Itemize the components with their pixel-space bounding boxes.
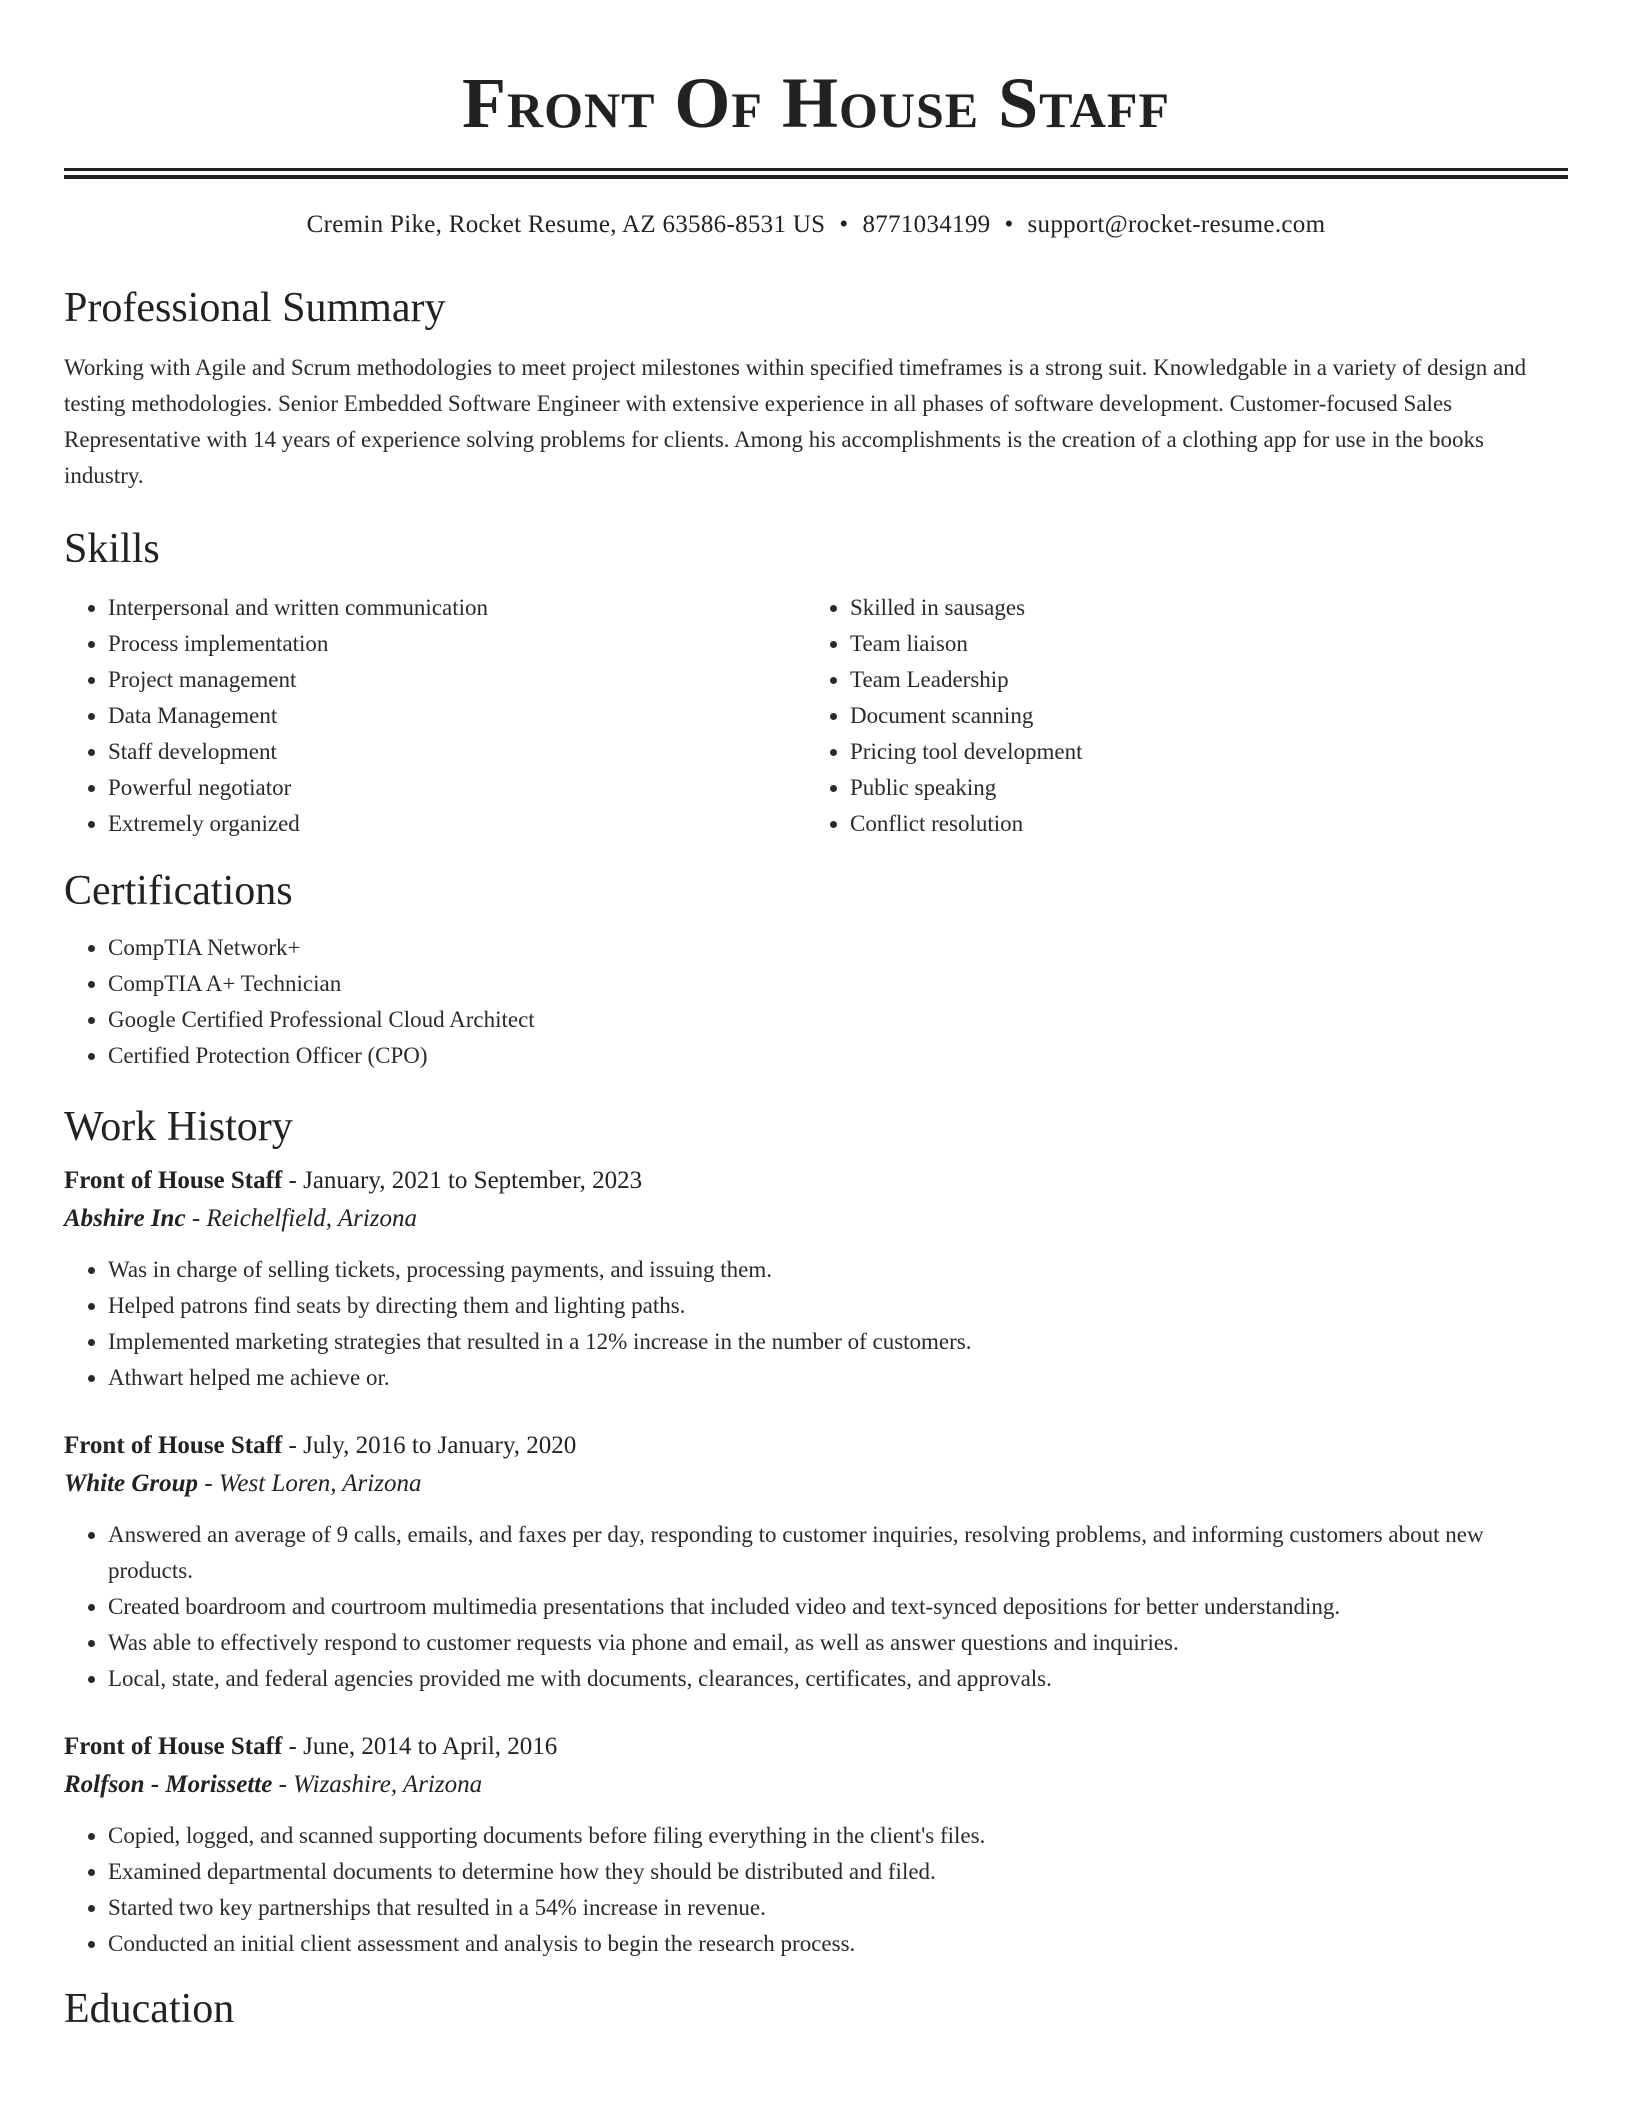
skill-item: • Team Leadership: [850, 662, 1548, 698]
job-duty: • Athwart helped me achieve or.: [108, 1360, 1568, 1396]
job-duty: • Implemented marketing strategies that resulted in a 12% increase in the number of customers.: [108, 1324, 1568, 1360]
certification-item: • Google Certified Professional Cloud Architect: [108, 1002, 1568, 1038]
skill-item: • Extremely organized: [108, 806, 806, 842]
contact-line: [64, 209, 1568, 241]
skill-item: • Team liaison: [850, 626, 1548, 662]
skill-item: • Data Management: [108, 698, 806, 734]
job-dates: - June, 2014 to April, 2016: [282, 1733, 558, 1760]
job-company: Abshire Inc: [64, 1205, 186, 1232]
job-duty: • Started two key partnerships that resulted in a 54% increase in revenue.: [108, 1890, 1568, 1926]
job-entry: [64, 1162, 1568, 1396]
job-role: Front of House Staff: [64, 1167, 283, 1194]
work-history-heading: Work History: [64, 1104, 293, 1150]
skills-list-left: [64, 590, 806, 842]
contact-separator: •: [839, 211, 849, 238]
job-duty: • Was able to effectively respond to customer requests via phone and email, as well as answer questions and inquiries.: [108, 1625, 1568, 1661]
certification-item: • CompTIA A+ Technician: [108, 966, 1568, 1002]
skills-column-left: [64, 590, 806, 842]
job-location: - Wizashire, Arizona: [272, 1771, 483, 1798]
certification-item: • Certified Protection Officer (CPO): [108, 1038, 1568, 1074]
job-duty: • Conducted an initial client assessment and analysis to begin the research process.: [108, 1926, 1568, 1962]
job-company: White Group: [64, 1470, 199, 1497]
candidate-name: Front Of House Staff: [461, 63, 1171, 143]
skills-grid: [64, 590, 1568, 842]
job-entry: [64, 1728, 1568, 1962]
job-location: - Reichelfield, Arizona: [185, 1205, 417, 1232]
certification-item: • CompTIA Network+: [108, 930, 1568, 966]
skill-item: • Process implementation: [108, 626, 806, 662]
certifications-heading: Certifications: [64, 868, 293, 914]
job-company: Rolfson - Morissette: [64, 1771, 273, 1798]
job-duties-list: [64, 1818, 1568, 1962]
skills-column-right: [806, 590, 1548, 842]
skills-list-right: [806, 590, 1548, 842]
skill-item: • Document scanning: [850, 698, 1548, 734]
skill-item: • Project management: [108, 662, 806, 698]
job-entry: [64, 1427, 1568, 1697]
header-double-rule: [64, 168, 1568, 179]
job-duty: • Created boardroom and courtroom multimedia presentations that included video and text-synced depositions for better understanding.: [108, 1589, 1568, 1625]
skills-heading: Skills: [64, 526, 160, 572]
summary-text: Working with Agile and Scrum methodologies to meet project milestones within specified timeframes is a strong suit. Knowledgable in a variety of design and testing methodologies. Senior Embedded Software Engineer with extensive experience in all phases of software development. Customer-focused Sales Representative with 14 years of experience solving problems for clients. Among his accomplishments is the creation of a clothing app for use in the books industry.: [64, 355, 1527, 488]
skill-item: • Staff development: [108, 734, 806, 770]
job-company-line: [64, 1465, 1568, 1503]
job-company-line: [64, 1200, 1568, 1238]
job-duty: • Answered an average of 9 calls, emails, and faxes per day, responding to customer inquiries, resolving problems, and informing customers about new products.: [108, 1517, 1568, 1589]
summary-heading: Professional Summary: [64, 285, 446, 331]
skill-item: • Conflict resolution: [850, 806, 1548, 842]
job-role: Front of House Staff: [64, 1733, 283, 1760]
job-title-line: [64, 1162, 1568, 1200]
skill-item: • Pricing tool development: [850, 734, 1548, 770]
job-duty: • Was in charge of selling tickets, processing payments, and issuing them.: [108, 1252, 1568, 1288]
skill-item: • Skilled in sausages: [850, 590, 1548, 626]
job-duties-list: [64, 1517, 1568, 1697]
resume-page: [64, 0, 1568, 2034]
contact-phone: 8771034199: [862, 211, 991, 238]
job-title-line: [64, 1427, 1568, 1465]
job-role: Front of House Staff: [64, 1432, 283, 1459]
job-dates: - July, 2016 to January, 2020: [282, 1432, 577, 1459]
skill-item: • Interpersonal and written communication: [108, 590, 806, 626]
job-duty: • Local, state, and federal agencies provided me with documents, clearances, certificates, and approvals.: [108, 1661, 1568, 1697]
contact-separator: •: [1004, 211, 1014, 238]
job-duty: • Copied, logged, and scanned supporting documents before filing everything in the client's files.: [108, 1818, 1568, 1854]
skill-item: • Public speaking: [850, 770, 1548, 806]
job-duty: • Examined departmental documents to determine how they should be distributed and filed.: [108, 1854, 1568, 1890]
certifications-list: [64, 930, 1568, 1074]
skill-item: • Powerful negotiator: [108, 770, 806, 806]
contact-email: support@rocket-resume.com: [1027, 211, 1326, 238]
job-duties-list: [64, 1252, 1568, 1396]
contact-address: Cremin Pike, Rocket Resume, AZ 63586-8531 US: [306, 211, 826, 238]
job-dates: - January, 2021 to September, 2023: [282, 1167, 643, 1194]
education-heading: Education: [64, 1986, 235, 2032]
job-duty: • Helped patrons find seats by directing them and lighting paths.: [108, 1288, 1568, 1324]
job-company-line: [64, 1766, 1568, 1804]
job-title-line: [64, 1728, 1568, 1766]
job-location: - West Loren, Arizona: [198, 1470, 422, 1497]
